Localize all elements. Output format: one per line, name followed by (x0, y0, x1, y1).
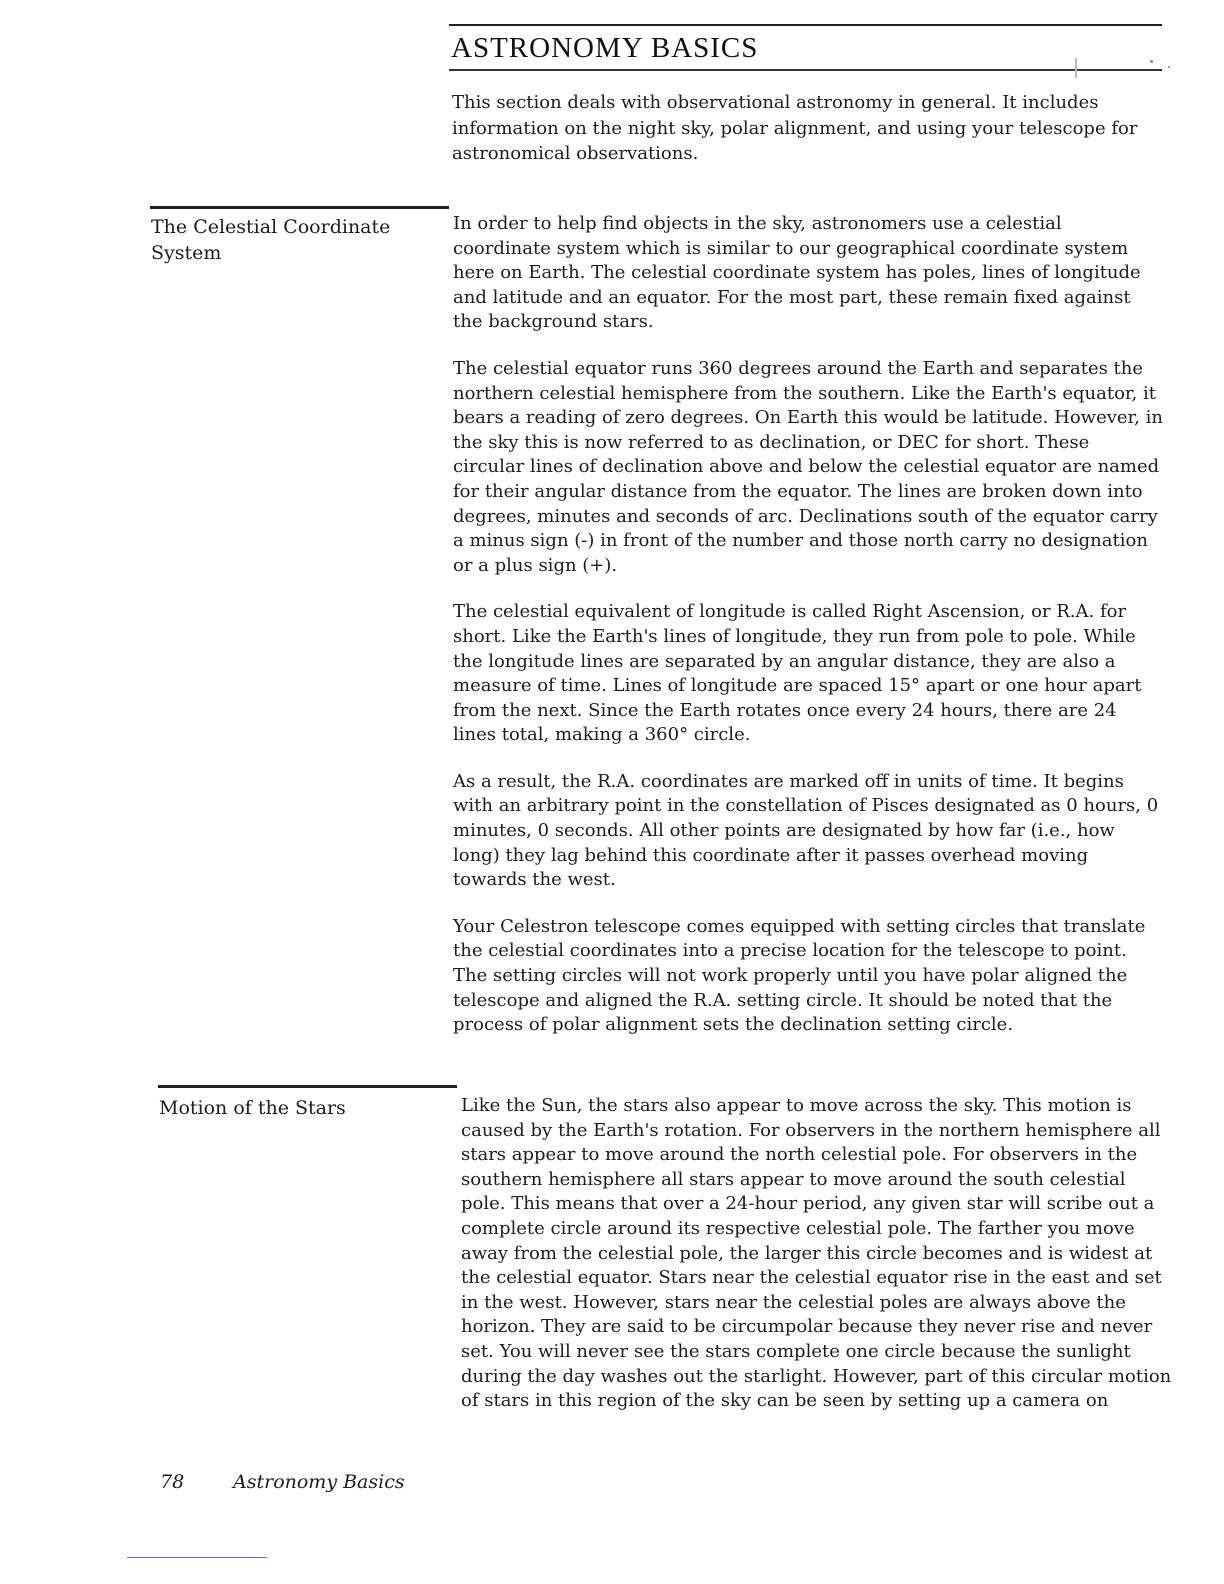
section-heading-motion-of-stars: Motion of the Stars (159, 1097, 346, 1119)
paragraph: The celestial equator runs 360 degrees around the Earth and separates the northern celestial hemisphere from the southern. Like the Earth's equator, it bears a reading of zero degrees. On Earth this would be latitude. However, in the sky this is now referred to as declination, or DEC for short. These circular lines of declination above and below the celestial equator are named for their angular distance from the equator. The lines are broken down into degrees, minutes and seconds of arc. Declinations south of the equator carry a minus sign (-) in front of the number and those north carry no designation or a plus sign (+). (453, 357, 1163, 576)
running-title: Astronomy Basics (233, 1471, 405, 1493)
scan-artifact (1075, 58, 1077, 78)
section-body-motion (461, 1094, 1173, 1436)
page-number: 78 (160, 1471, 185, 1493)
paragraph: Your Celestron telescope comes equipped with setting circles that translate the celestial coordinates into a precise location for the telescope to point. The setting circles will not work properly until you have polar aligned the telescope and aligned the R.A. setting circle. It should be noted that the process of polar alignment sets the declination setting circle. (453, 915, 1146, 1036)
scan-artifact (1168, 66, 1170, 68)
section-body-celestial (453, 212, 1163, 1060)
header-top-rule (449, 24, 1162, 26)
paragraph: The celestial equivalent of longitude is called Right Ascension, or R.A. for short. Like the Earth's lines of longitude, they run from pole to pole. While the longitude lines are separated by an angular distance, they are also a measure of time. Lines of longitude are spaced 15° apart or one hour apart from the next. Since the Earth rotates once every 24 hours, there are 24 lines total, making a 360° circle. (453, 601, 1142, 746)
section-rule-celestial (150, 206, 449, 209)
section-heading-celestial-coordinate: The Celestial Coordinate System (151, 216, 391, 264)
chapter-title: ASTRONOMY BASICS (451, 32, 759, 64)
paragraph: As a result, the R.A. coordinates are marked off in units of time. It begins with an arbitrary point in the constellation of Pisces designated as 0 hours, 0 minutes, 0 seconds. All other points are designated by how far (i.e., how long) they lag behind this coordinate after it passes overhead moving towards the west. (453, 770, 1159, 891)
scan-artifact (1150, 60, 1153, 63)
intro-paragraph: This section deals with observational astronomy in general. It includes information on the night sky, polar alignment, and using your telescope for astronomical observations. (452, 92, 1138, 164)
paragraph: Like the Sun, the stars also appear to move across the sky. This motion is caused by the Earth's rotation. For observers in the northern hemisphere all stars appear to move around the north celestial pole. For observers in the southern hemisphere all stars appear to move around the south celestial pole. This means that over a 24-hour period, any given star will scribe out a complete circle around its respective celestial pole. The farther you move away from the celestial pole, the larger this circle becomes and is widest at the celestial equator. Stars near the celestial equator rise in the east and set in the west. However, stars near the celestial poles are always above the horizon. They are said to be circumpolar because they never rise and never set. You will never see the stars complete one circle because the sunlight during the day washes out the starlight. However, part of this circular motion of stars in this region of the sky can be seen by setting up a camera on (461, 1095, 1172, 1412)
section-rule-motion (158, 1085, 457, 1088)
header-bottom-rule (449, 69, 1162, 71)
scan-edge-line (127, 1557, 267, 1558)
paragraph: In order to help find objects in the sky, astronomers use a celestial coordinate system which is similar to our geographical coordinate system here on Earth. The celestial coordinate system has poles, lines of longitude and latitude and an equator. For the most part, these remain fixed against the background stars. (453, 213, 1141, 333)
